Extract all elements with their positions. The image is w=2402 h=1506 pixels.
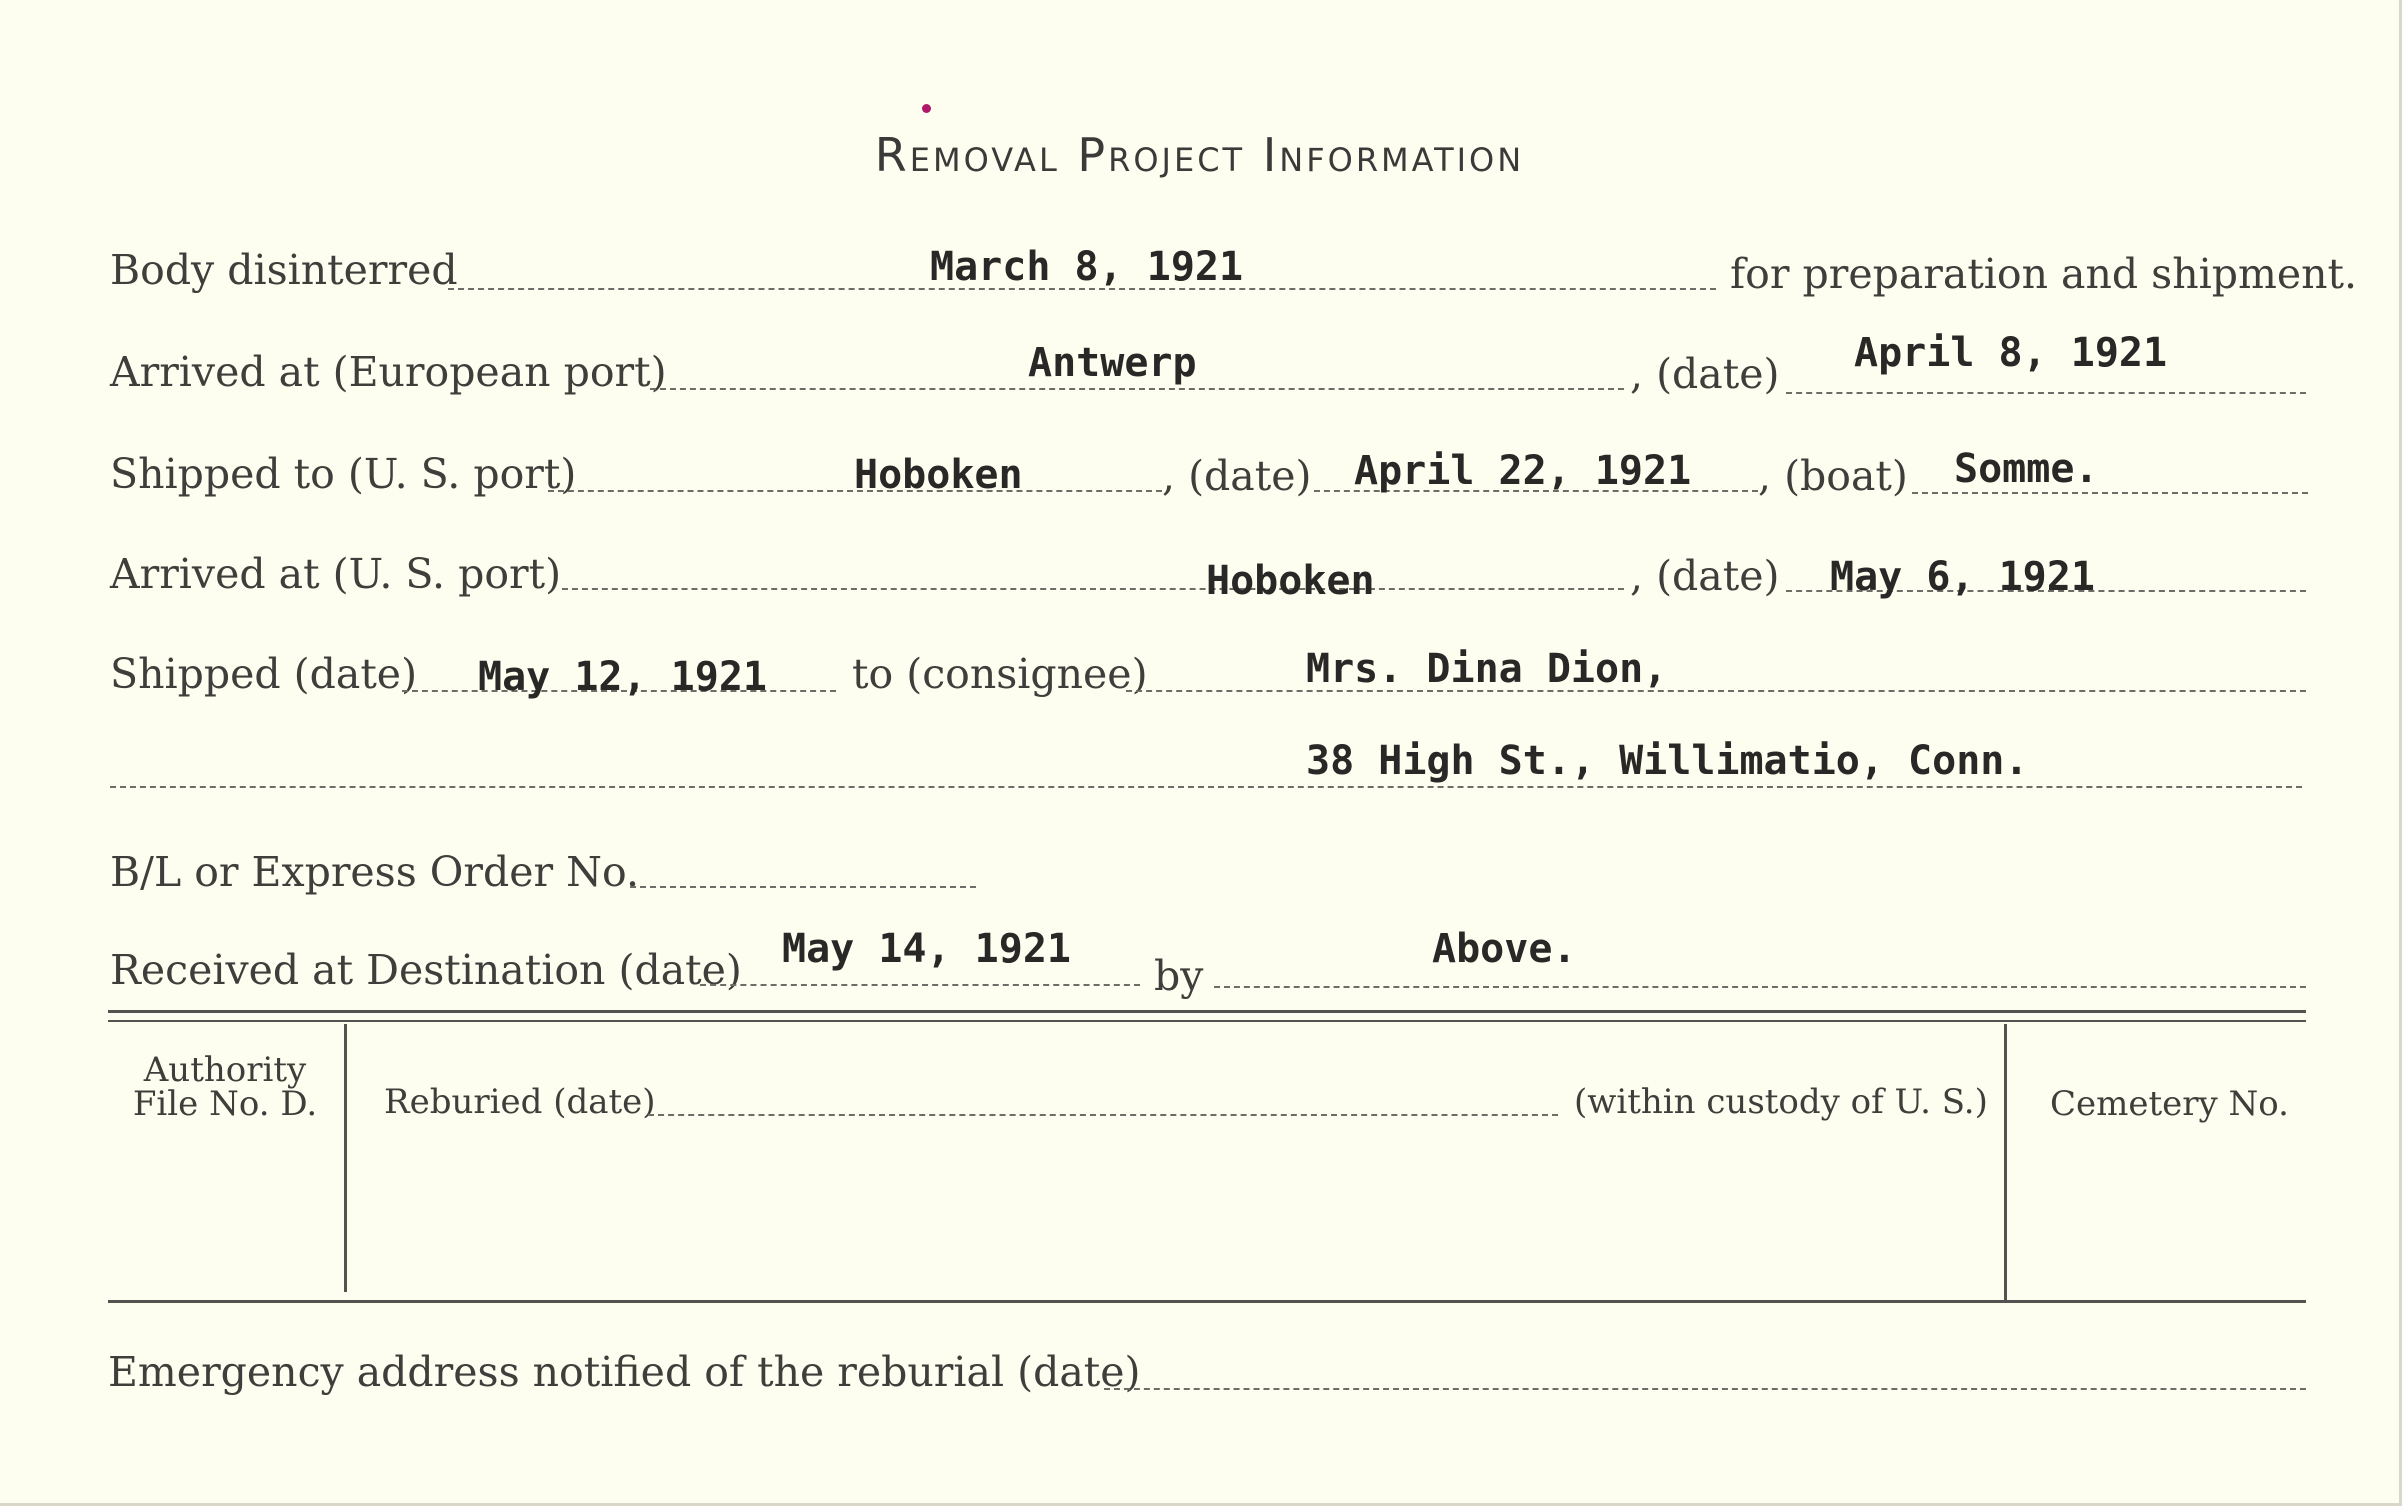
boat-line — [1912, 492, 2308, 494]
emergency-line — [1104, 1388, 2306, 1390]
box-bottom-rule — [108, 1300, 2306, 1303]
us-arrival-date-value: May 6, 1921 — [1830, 554, 2095, 600]
consignee-line — [1126, 690, 2306, 692]
by-label: by — [1154, 952, 1204, 1000]
shipped-date-label: , (date) — [1162, 452, 1312, 500]
authority-label-line2: File No. D. — [132, 1084, 318, 1124]
us-port-shipped-value: Hoboken — [854, 452, 1023, 498]
authority-label-line1: Authority — [143, 1050, 307, 1090]
european-arrival-date-value: April 8, 1921 — [1854, 330, 2168, 376]
shipped-to-us-port-label: Shipped to (U. S. port) — [110, 450, 577, 498]
consignee-name-value: Mrs. Dina Dion, — [1306, 646, 1668, 692]
cemetery-divider — [2004, 1024, 2007, 1300]
custody-label: (within custody of U. S.) — [1574, 1082, 1988, 1122]
authority-divider — [344, 1024, 347, 1292]
shipped-date-row-label: Shipped (date) — [110, 650, 418, 698]
boat-value: Somme. — [1954, 446, 2099, 492]
bl-express-line — [630, 886, 976, 888]
arrived-us-port-label: Arrived at (U. S. port) — [110, 550, 562, 598]
to-consignee-label: to (consignee) — [852, 650, 1148, 698]
ink-mark — [922, 104, 931, 113]
shipped-us-date-value: April 22, 1921 — [1354, 448, 1692, 494]
reburied-line — [648, 1114, 1558, 1116]
arrived-european-port-label: Arrived at (European port) — [110, 348, 667, 396]
body-disinterred-suffix: for preparation and shipment. — [1730, 250, 2358, 298]
section-rule-lower — [108, 1020, 2306, 1022]
section-rule-upper — [108, 1010, 2306, 1013]
us-arrival-date-label: , (date) — [1630, 552, 1780, 600]
european-date-label: , (date) — [1630, 350, 1780, 398]
european-date-line — [1786, 392, 2306, 394]
us-port-arrived-value: Hoboken — [1206, 558, 1375, 604]
received-date-value: May 14, 1921 — [782, 926, 1071, 972]
received-by-value: Above. — [1432, 926, 1577, 972]
bl-express-label: B/L or Express Order No. — [110, 848, 640, 896]
body-disinterred-label: Body disinterred — [110, 246, 458, 294]
form-title: Removal Project Information — [874, 128, 1525, 182]
reburied-label: Reburied (date) — [384, 1082, 656, 1122]
emergency-label: Emergency address notified of the reburial (date) — [108, 1348, 1141, 1396]
us-port-arrived-line — [562, 588, 1624, 590]
received-by-line — [1214, 986, 2306, 988]
consignee-address-line — [110, 786, 2302, 788]
disinterred-date-value: March 8, 1921 — [930, 244, 1244, 290]
received-destination-label: Received at Destination (date) — [110, 946, 742, 994]
european-port-value: Antwerp — [1028, 340, 1197, 386]
received-date-line — [700, 984, 1140, 986]
boat-label: , (boat) — [1758, 452, 1908, 500]
shipped-date-value: May 12, 1921 — [478, 654, 767, 700]
consignee-address-value: 38 High St., Willimatio, Conn. — [1306, 738, 2029, 784]
cemetery-label: Cemetery No. — [2050, 1084, 2289, 1124]
european-port-line — [650, 388, 1624, 390]
